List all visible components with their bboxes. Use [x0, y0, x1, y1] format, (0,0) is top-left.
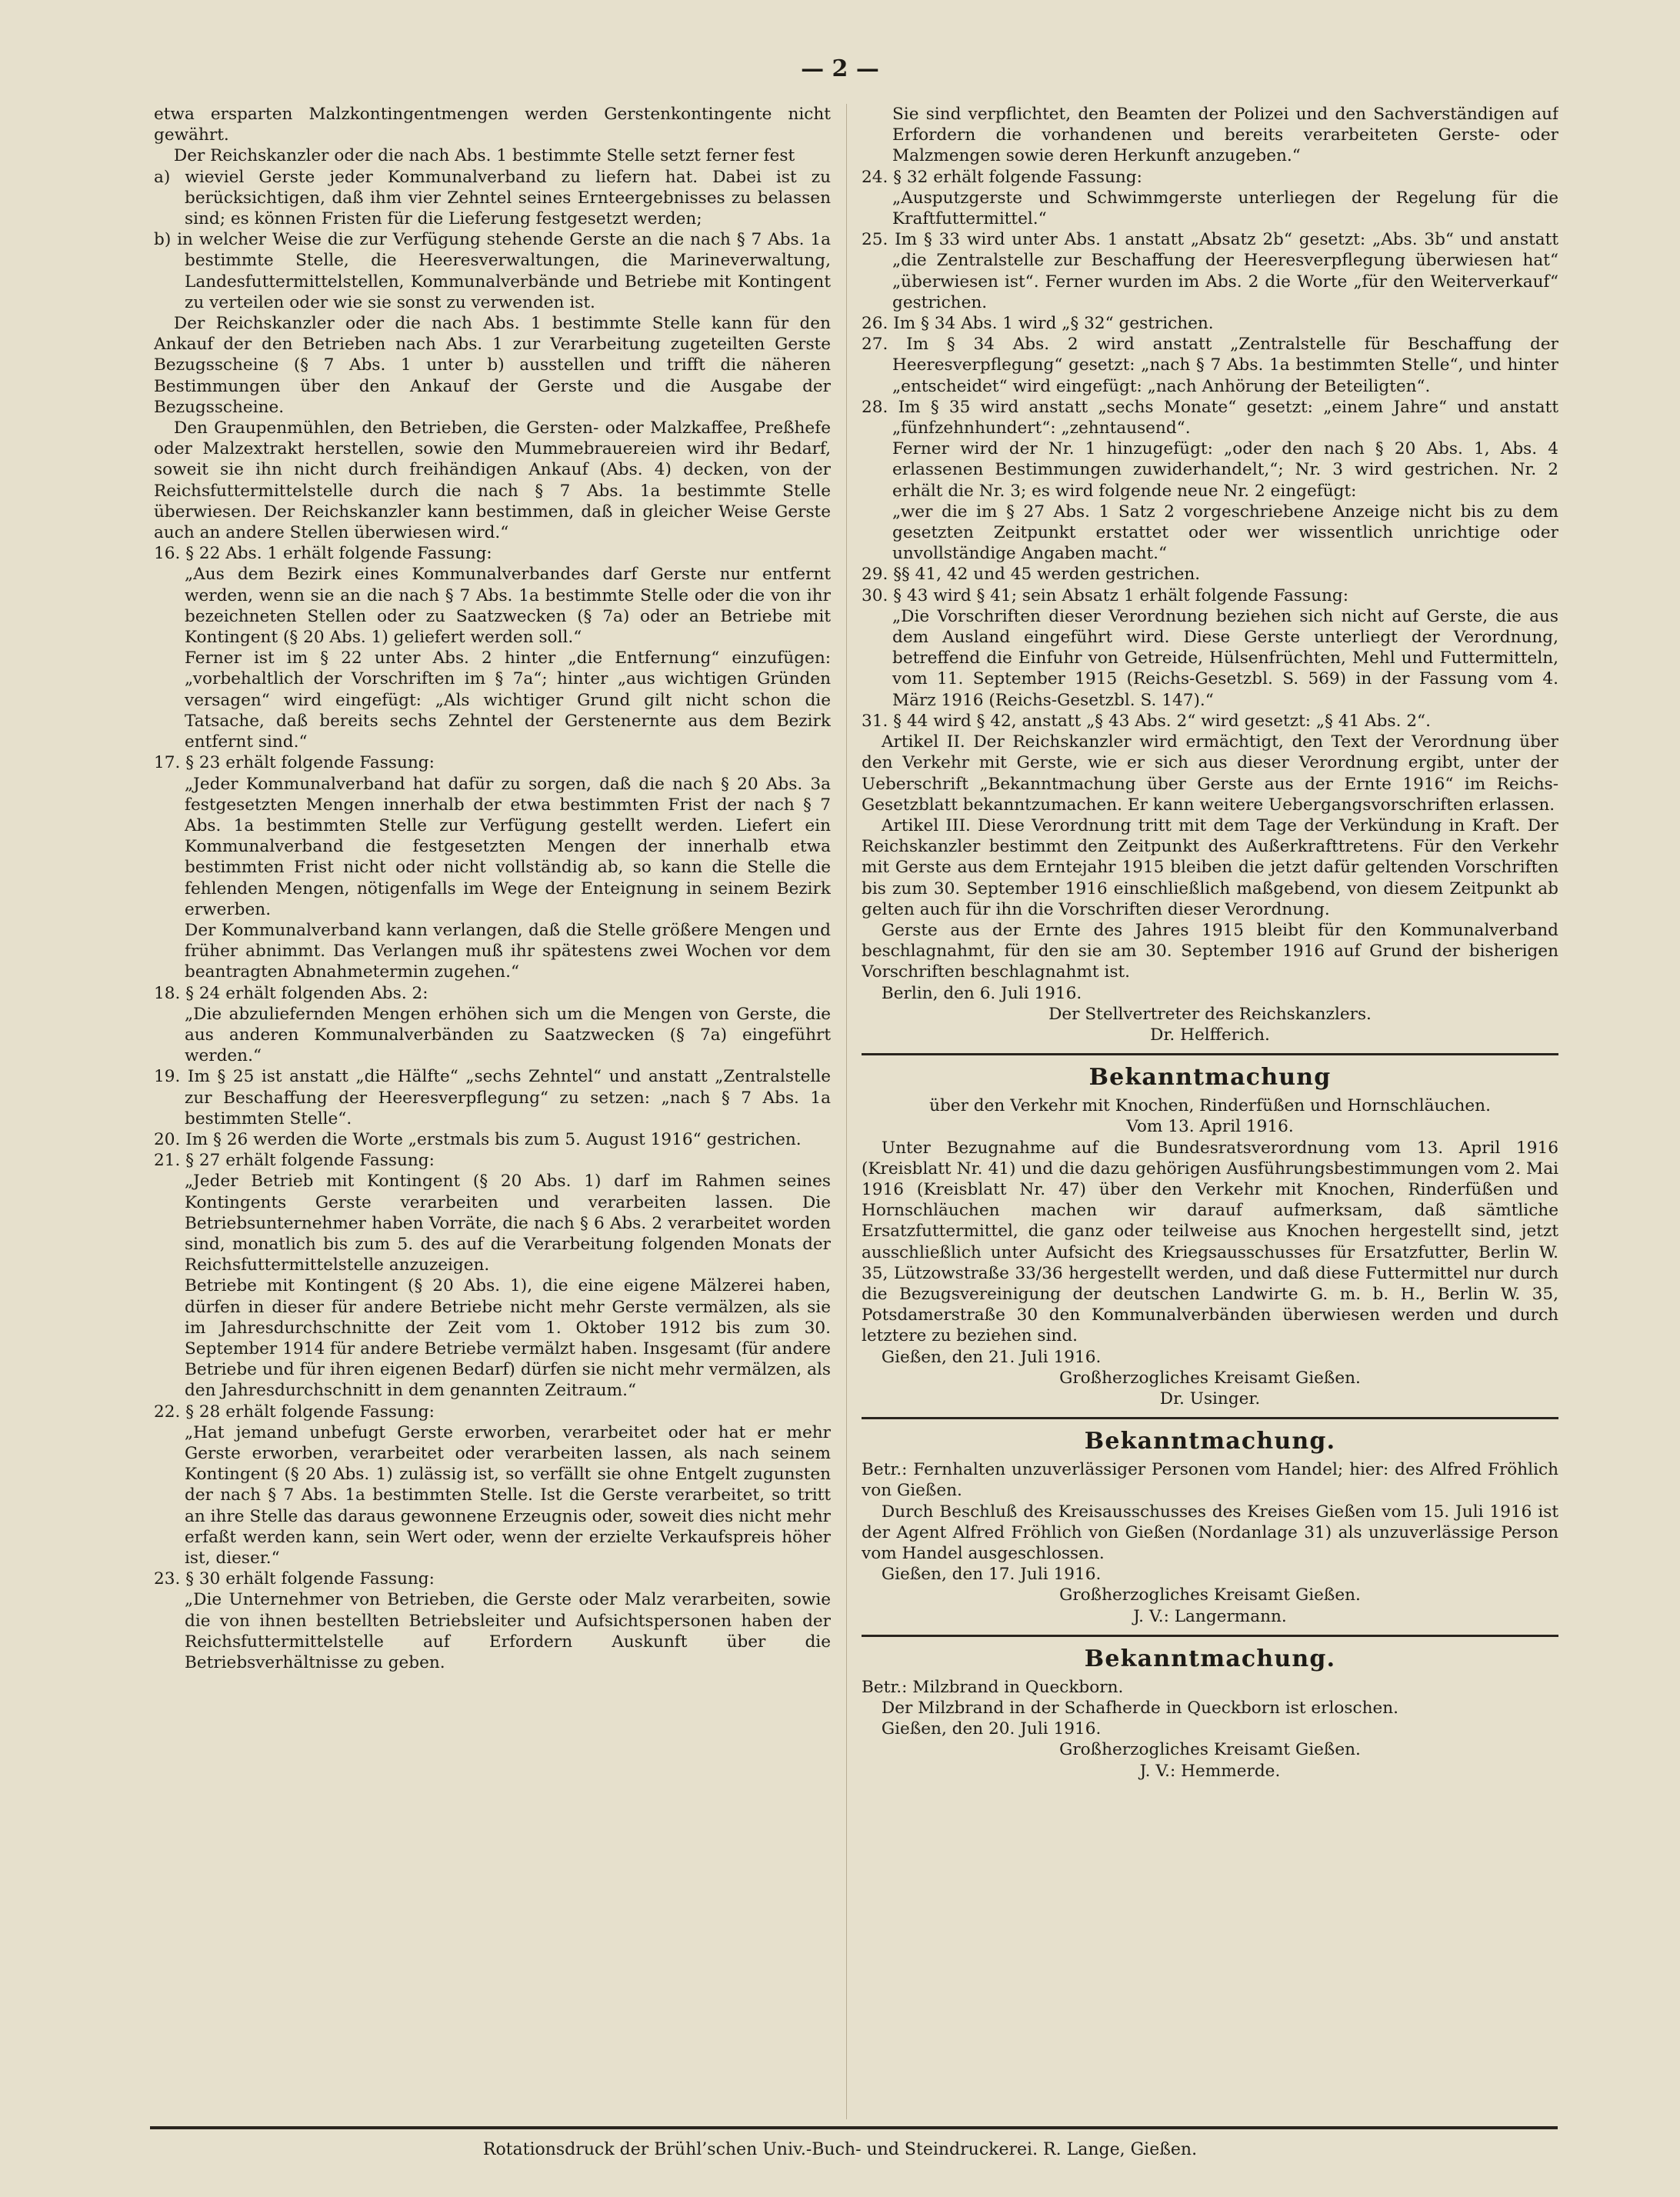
paragraph: Gerste aus der Ernte des Jahres 1915 bleibt für den Kommunalverband beschlagnahmt, für den sie am 30. September 1916 auf Grund der bisherigen Vorschriften beschlagnahmt ist. — [862, 920, 1558, 982]
paragraph: 23. § 30 erhält folgende Fassung: — [154, 1569, 435, 1589]
paragraph: Großherzogliches Kreisamt Gießen. — [1059, 1585, 1361, 1605]
paragraph: Großherzogliches Kreisamt Gießen. — [1059, 1368, 1361, 1388]
paragraph: 22. § 28 erhält folgende Fassung: — [154, 1402, 435, 1422]
section-rule — [862, 1417, 1558, 1419]
paragraph: „wer die im § 27 Abs. 1 Satz 2 vorgeschriebene Anzeige nicht bis zu dem gesetzten Zeitpunkt erstattet oder wer wissentlich unrichtige oder unvollständige Angaben macht.“ — [892, 502, 1558, 564]
paragraph: Unter Bezugnahme auf die Bundesratsverordnung vom 13. April 1916 (Kreisblatt Nr. 41) und die dazu gehörigen Ausführungsbestimmungen vom 2. Mai 1916 (Kreisblatt Nr. 47) über den Verkehr mit Knochen, Rinderfüßen und Hornschläuchen machen wir darauf aufmerksam, daß sämtliche Ersatzfuttermittel, die ganz oder teilweise aus Knochen hergestellt sind, jetzt ausschließlich unter Aufsicht des Kriegsausschusses für Ersatzfutter, Berlin W. 35, Lützowstraße 33/36 hergestellt werden, und daß diese Futtermittel nur durch die Bezugsvereinigung der deutschen Landwirte G. m. b. H., Berlin W. 35, Potsdamerstraße 30 den Kommunalverbänden überwiesen werden und durch letztere zu beziehen sind. — [862, 1138, 1558, 1346]
footer-rule — [150, 2126, 1558, 2129]
notice-2-body — [862, 1459, 1558, 1627]
paragraph: Der Reichskanzler oder die nach Abs. 1 bestimmte Stelle kann für den Ankauf der den Betrieben nach Abs. 1 zur Verarbeitung zugeteilten Gerste Bezugsscheine (§ 7 Abs. 1 unter b) ausstellen und trifft die näheren Bestimmungen über den Ankauf der Gerste und die Ausgabe der Bezugsscheine. — [154, 314, 831, 417]
paragraph: Gießen, den 21. Juli 1916. — [881, 1347, 1102, 1367]
paragraph: Gießen, den 17. Juli 1916. — [881, 1565, 1102, 1585]
paragraph: 18. § 24 erhält folgenden Abs. 2: — [154, 983, 428, 1003]
paragraph: „Hat jemand unbefugt Gerste erworben, verarbeitet oder hat er mehr Gerste erworben, verarbeitet oder verarbeiten lassen, als nach seinem Kontingent (§ 20 Abs. 1) zulässig ist, so verfällt sie ohne Entgelt zugunsten der nach § 7 Abs. 1a bestimmten Stelle. Ist die Gerste verarbeitet, so tritt an ihre Stelle das daraus gewonnene Erzeugnis oder, soweit dies nicht mehr erfaßt werden kann, sein Wert oder, wenn der erzielte Verkaufspreis höher ist, dieser.“ — [185, 1422, 831, 1569]
paragraph: „Ausputzgerste und Schwimmgerste unterliegen der Regelung für die Kraftfuttermittel.“ — [892, 188, 1558, 229]
paragraph: Dr. Usinger. — [1159, 1389, 1261, 1409]
paragraph: etwa ersparten Malzkontingentmengen werden Gerstenkontingente nicht gewährt. — [154, 105, 831, 145]
printer-imprint: Rotationsdruck der Brühl’schen Univ.-Buch- und Steindruckerei. R. Lange, Gießen. — [482, 2140, 1198, 2159]
paragraph: b) in welcher Weise die zur Verfügung stehende Gerste an die nach § 7 Abs. 1a bestimmte Stelle, die Heeresverwaltungen, die Marineverwaltung, Landesfuttermittelstellen, Kommunalverbände und Betriebe mit Kontingent zu verteilen oder wie sie sonst zu verwenden ist. — [154, 230, 831, 312]
paragraph: über den Verkehr mit Knochen, Rinderfüßen und Hornschläuchen. — [929, 1096, 1491, 1116]
paragraph: J. V.: Hemmerde. — [1139, 1761, 1281, 1781]
paragraph: Der Kommunalverband kann verlangen, daß die Stelle größere Mengen und früher abnimmt. Das Verlangen muß ihr spätestens zwei Wochen vor dem beantragten Abnahmetermin zugehen.“ — [185, 920, 831, 982]
paragraph: 30. § 43 wird § 41; sein Absatz 1 erhält folgende Fassung: — [862, 585, 1348, 605]
paragraph: 26. Im § 34 Abs. 1 wird „§ 32“ gestrichen. — [862, 314, 1214, 334]
paragraph: a) wieviel Gerste jeder Kommunalverband zu liefern hat. Dabei ist zu berücksichtigen, daß ihm vier Zehntel seines Ernteergebnisses zu belassen sind; es können Fristen für die Lieferung festgesetzt werden; — [154, 167, 831, 229]
page-number: — 2 — — [801, 55, 879, 82]
paragraph: Großherzogliches Kreisamt Gießen. — [1059, 1740, 1361, 1760]
paragraph: Vom 13. April 1916. — [1126, 1117, 1294, 1137]
paragraph: „Die Unternehmer von Betrieben, die Gerste oder Malz verarbeiten, sowie die von ihnen bestellten Betriebsleiter und Aufsichtspersonen haben der Reichsfuttermittelstelle auf Erfordern Auskunft über die Betriebsverhältnisse zu geben. — [185, 1590, 831, 1673]
paragraph: Der Reichskanzler oder die nach Abs. 1 bestimmte Stelle setzt ferner fest — [173, 146, 795, 166]
notice-1-heading: Bekanntmachung — [1088, 1064, 1332, 1092]
paragraph: „Jeder Betrieb mit Kontingent (§ 20 Abs. 1) darf im Rahmen seines Kontingents Gerste verarbeiten und verarbeiten lassen. Die Betriebsunternehmer haben Vorräte, die nach § 6 Abs. 2 verarbeitet worden sind, monatlich bis zum 5. des auf die Verarbeitung folgenden Monats der Reichsfuttermittelstelle anzuzeigen. — [185, 1172, 831, 1275]
notice-3-heading: Bekanntmachung. — [1084, 1645, 1336, 1672]
paragraph: Ferner ist im § 22 unter Abs. 2 hinter „die Entfernung“ einzufügen: „vorbehaltlich der Vorschriften im § 7a“; hinter „aus wichtigen Gründen versagen“ wird eingefügt: „Als wichtiger Grund gilt nicht schon die Tatsache, daß bereits sechs Zehntel der Gerstenernte aus dem Bezirk entfernt sind.“ — [185, 648, 831, 752]
paragraph: Betriebe mit Kontingent (§ 20 Abs. 1), die eine eigene Mälzerei haben, dürfen in dieser für andere Betriebe nicht mehr Gerste vermälzen, als sie im Jahresdurchschnitte der Zeit vom 1. Oktober 1912 bis zum 30. September 1914 für andere Betriebe vermälzt haben. Insgesamt (für andere Betriebe und für ihren eigenen Bedarf) dürfen sie nicht mehr vermälzen, als den Jahresdurchschnitt in dem genannten Zeitraum.“ — [185, 1276, 831, 1401]
paragraph: Den Graupenmühlen, den Betrieben, die Gersten- oder Malzkaffee, Preßhefe oder Malzextrakt herstellen, sowie den Mummebrauereien wird ihr Bedarf, soweit sie ihn nicht durch freihändigen Ankauf (Abs. 4) decken, von der Reichsfuttermittelstelle durch die nach § 7 Abs. 1a bestimmte Stelle überwiesen. Der Reichskanzler kann bestimmen, daß in gleicher Weise Gerste auch an andere Stellen überwiesen wird.“ — [154, 418, 831, 543]
section-rule — [862, 1053, 1558, 1055]
paragraph: 19. Im § 25 ist anstatt „die Hälfte“ „sechs Zehntel“ und anstatt „Zentralstelle zur Beschaffung der Heeresverpflegung“ zu setzen: „nach § 7 Abs. 1a bestimmten Stelle“. — [154, 1067, 831, 1129]
notice-2-heading: Bekanntmachung. — [1084, 1428, 1336, 1455]
paragraph: Artikel II. Der Reichskanzler wird ermächtigt, den Text der Verordnung über den Verkehr mit Gerste, wie er sich aus dieser Verordnung ergibt, unter der Ueberschrift „Bekanntmachung über Gerste aus der Ernte 1916“ im Reichs-Gesetzblatt bekanntzumachen. Er kann weitere Uebergangsvorschriften erlassen. — [862, 732, 1558, 815]
paragraph: 25. Im § 33 wird unter Abs. 1 anstatt „Absatz 2b“ gesetzt: „Abs. 3b“ und anstatt „die Zentralstelle zur Beschaffung der Heeresverpflegung überwiesen hat“ „überwiesen ist“. Ferner wurden im Abs. 2 die Worte „für den Weiterverkauf“ gestrichen. — [862, 230, 1558, 312]
paragraph: 21. § 27 erhält folgende Fassung: — [154, 1151, 435, 1171]
right-column — [862, 104, 1558, 2104]
paragraph: Artikel III. Diese Verordnung tritt mit dem Tage der Verkündung in Kraft. Der Reichskanzler bestimmt den Zeitpunkt des Außerkrafttretens. Für den Verkehr mit Gerste aus dem Erntejahr 1915 bleiben die jetzt dafür geltenden Vorschriften bis zum 30. September 1916 einschließlich maßgebend, von diesem Zeitpunkt ab gelten auch für ihn die Vorschriften dieser Verordnung. — [862, 815, 1558, 919]
paragraph: 17. § 23 erhält folgende Fassung: — [154, 753, 435, 773]
section-rule — [862, 1635, 1558, 1637]
paragraph: Der Milzbrand in der Schafherde in Queckborn ist erloschen. — [881, 1699, 1399, 1719]
paragraph: Durch Beschluß des Kreisausschusses des Kreises Gießen vom 15. Juli 1916 ist der Agent Alfred Fröhlich von Gießen (Nordanlage 31) als unzuverlässige Person vom Handel ausgeschlossen. — [862, 1502, 1558, 1563]
paragraph: „Aus dem Bezirk eines Kommunalverbandes darf Gerste nur entfernt werden, wenn sie an die nach § 7 Abs. 1a bestimmte Stelle oder die von ihr bezeichneten Stellen oder zu Saatzwecken (§ 7a) oder an Betriebe mit Kontingent (§ 20 Abs. 1) geliefert werden soll.“ — [185, 565, 831, 648]
paragraph: Berlin, den 6. Juli 1916. — [881, 983, 1082, 1003]
notice-3-body — [862, 1677, 1558, 1782]
paragraph: Betr.: Fernhalten unzuverlässiger Personen vom Handel; hier: des Alfred Fröhlich von Gießen. — [862, 1460, 1558, 1501]
column-divider — [846, 104, 847, 2119]
paragraph: „Jeder Kommunalverband hat dafür zu sorgen, daß die nach § 20 Abs. 3a festgesetzten Mengen innerhalb der etwa bestimmten Frist der nach § 7 Abs. 1a bestimmten Stelle zur Verfügung gestellt werden. Liefert ein Kommunalverband die festgesetzten Mengen der innerhalb etwa bestimmten Frist nicht oder nicht vollständig ab, so kann die Stelle die fehlenden Mengen, nötigenfalls im Wege der Enteignung in seinem Bezirk erwerben. — [185, 774, 831, 919]
paragraph: 28. Im § 35 wird anstatt „sechs Monate“ gesetzt: „einem Jahre“ und anstatt „fünfzehnhundert“: „zehntausend“. — [862, 397, 1558, 438]
left-column — [154, 104, 831, 2104]
paragraph: Sie sind verpflichtet, den Beamten der Polizei und den Sachverständigen auf Erfordern die vorhandenen und bereits verarbeiteten Gerste- oder Malzmengen sowie deren Herkunft anzugeben.“ — [892, 105, 1558, 166]
paragraph: 29. §§ 41, 42 und 45 werden gestrichen. — [862, 565, 1201, 585]
paragraph: J. V.: Langermann. — [1133, 1606, 1287, 1626]
paragraph: 20. Im § 26 werden die Worte „erstmals bis zum 5. August 1916“ gestrichen. — [154, 1129, 802, 1149]
paragraph: Dr. Helfferich. — [1150, 1025, 1270, 1045]
paragraph: Betr.: Milzbrand in Queckborn. — [862, 1677, 1124, 1697]
paragraph: Der Stellvertreter des Reichskanzlers. — [1048, 1004, 1372, 1024]
paragraph: 24. § 32 erhält folgende Fassung: — [862, 167, 1142, 187]
paragraph: „Die abzuliefernden Mengen erhöhen sich um die Mengen von Gerste, die aus anderen Kommunalverbänden zu Saatzwecken (§ 7a) eingeführt werden.“ — [185, 1004, 831, 1066]
paragraph: 31. § 44 wird § 42, anstatt „§ 43 Abs. 2“ wird gesetzt: „§ 41 Abs. 2“. — [862, 711, 1431, 731]
paragraph: 27. Im § 34 Abs. 2 wird anstatt „Zentralstelle für Beschaffung der Heeresverpflegung“ gesetzt: „nach § 7 Abs. 1a bestimmten Stelle“, und hinter „entscheidet“ wird eingefügt: „nach Anhörung der Beteiligten“. — [862, 335, 1558, 396]
paragraph: Gießen, den 20. Juli 1916. — [881, 1719, 1102, 1739]
notice-1-body — [862, 1095, 1558, 1409]
paragraph: Ferner wird der Nr. 1 hinzugefügt: „oder den nach § 20 Abs. 1, Abs. 4 erlassenen Bestimmungen zuwiderhandelt,“; Nr. 3 wird gestrichen. Nr. 2 erhält die Nr. 3; es wird folgende neue Nr. 2 eingefügt: — [892, 439, 1558, 501]
paragraph: „Die Vorschriften dieser Verordnung beziehen sich nicht auf Gerste, die aus dem Ausland eingeführt wird. Diese Gerste unterliegt der Verordnung, betreffend die Einfuhr von Getreide, Hülsenfrüchten, Mehl und Futtermitteln, vom 11. September 1915 (Reichs-Gesetzbl. S. 569) in der Fassung vom 4. März 1916 (Reichs-Gesetzbl. S. 147).“ — [892, 606, 1558, 710]
right-column-body — [862, 104, 1558, 1045]
paragraph: 16. § 22 Abs. 1 erhält folgende Fassung: — [154, 544, 492, 564]
